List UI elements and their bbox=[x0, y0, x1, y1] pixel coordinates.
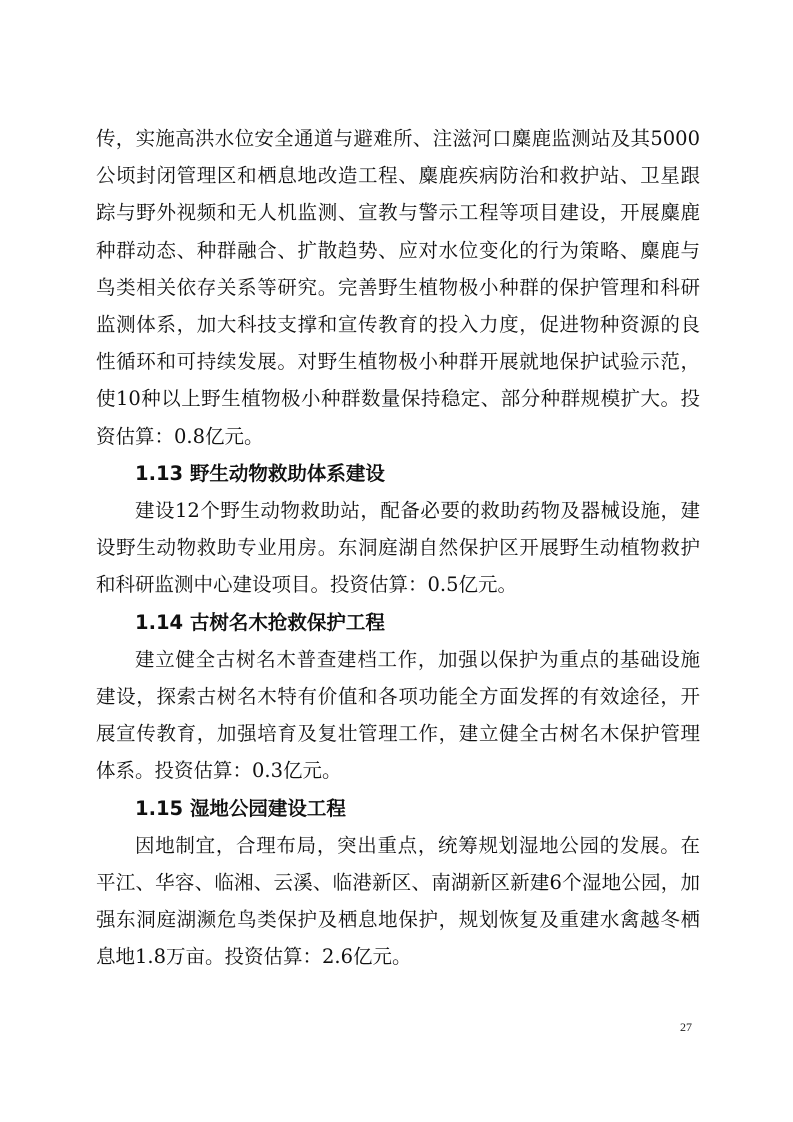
paragraph-wildlife-rescue: 建设12个野生动物救助站，配备必要的救助药物及器械设施，建设野生动物救助专业用房。东洞庭湖自然保护区开展野生动植物救护和科研监测中心建设项目。投资估算：0.5亿元。 bbox=[96, 499, 700, 597]
section-heading-1-14: 1.14 古树名木抢救保护工程 bbox=[135, 610, 385, 634]
paragraph-continuation: 传，实施高洪水位安全通道与避难所、注滋河口麋鹿监测站及其5000公顷封闭管理区和栖息地改造工程、麋鹿疾病防治和救护站、卫星跟踪与野外视频和无人机监测、宣教与警示工程等项目建设，开展麋鹿种群动态、种群融合、扩散趋势、应对水位变化的行为策略、麋鹿与鸟类相关依存关系等研究。完善野生植物极小种群的保护管理和科研监测体系，加大科技支撑和宣传教育的投入力度，促进物种资源的良性循环和可持续发展。对野生植物极小种群开展就地保护试验示范，使10种以上野生植物极小种群数量保持稳定、部分种群规模扩大。投资估算：0.8亿元。 bbox=[96, 127, 700, 448]
page-content bbox=[96, 120, 700, 976]
section-heading-1-13: 1.13 野生动物救助体系建设 bbox=[135, 461, 385, 485]
page-number: 27 bbox=[680, 1020, 692, 1034]
section-heading-1-15: 1.15 湿地公园建设工程 bbox=[135, 796, 346, 820]
paragraph-ancient-trees: 建立健全古树名木普查建档工作，加强以保护为重点的基础设施建设，探索古树名木特有价值和各项功能全方面发挥的有效途径，开展宣传教育，加强培育及复壮管理工作，建立健全古树名木保护管理体系。投资估算：0.3亿元。 bbox=[96, 647, 700, 783]
paragraph-wetland-park: 因地制宜，合理布局，突出重点，统筹规划湿地公园的发展。在平江、华容、临湘、云溪、临港新区、南湖新区新建6个湿地公园，加强东洞庭湖濒危鸟类保护及栖息地保护，规划恢复及重建水禽越冬栖息地1.8万亩。投资估算：2.6亿元。 bbox=[96, 833, 700, 969]
